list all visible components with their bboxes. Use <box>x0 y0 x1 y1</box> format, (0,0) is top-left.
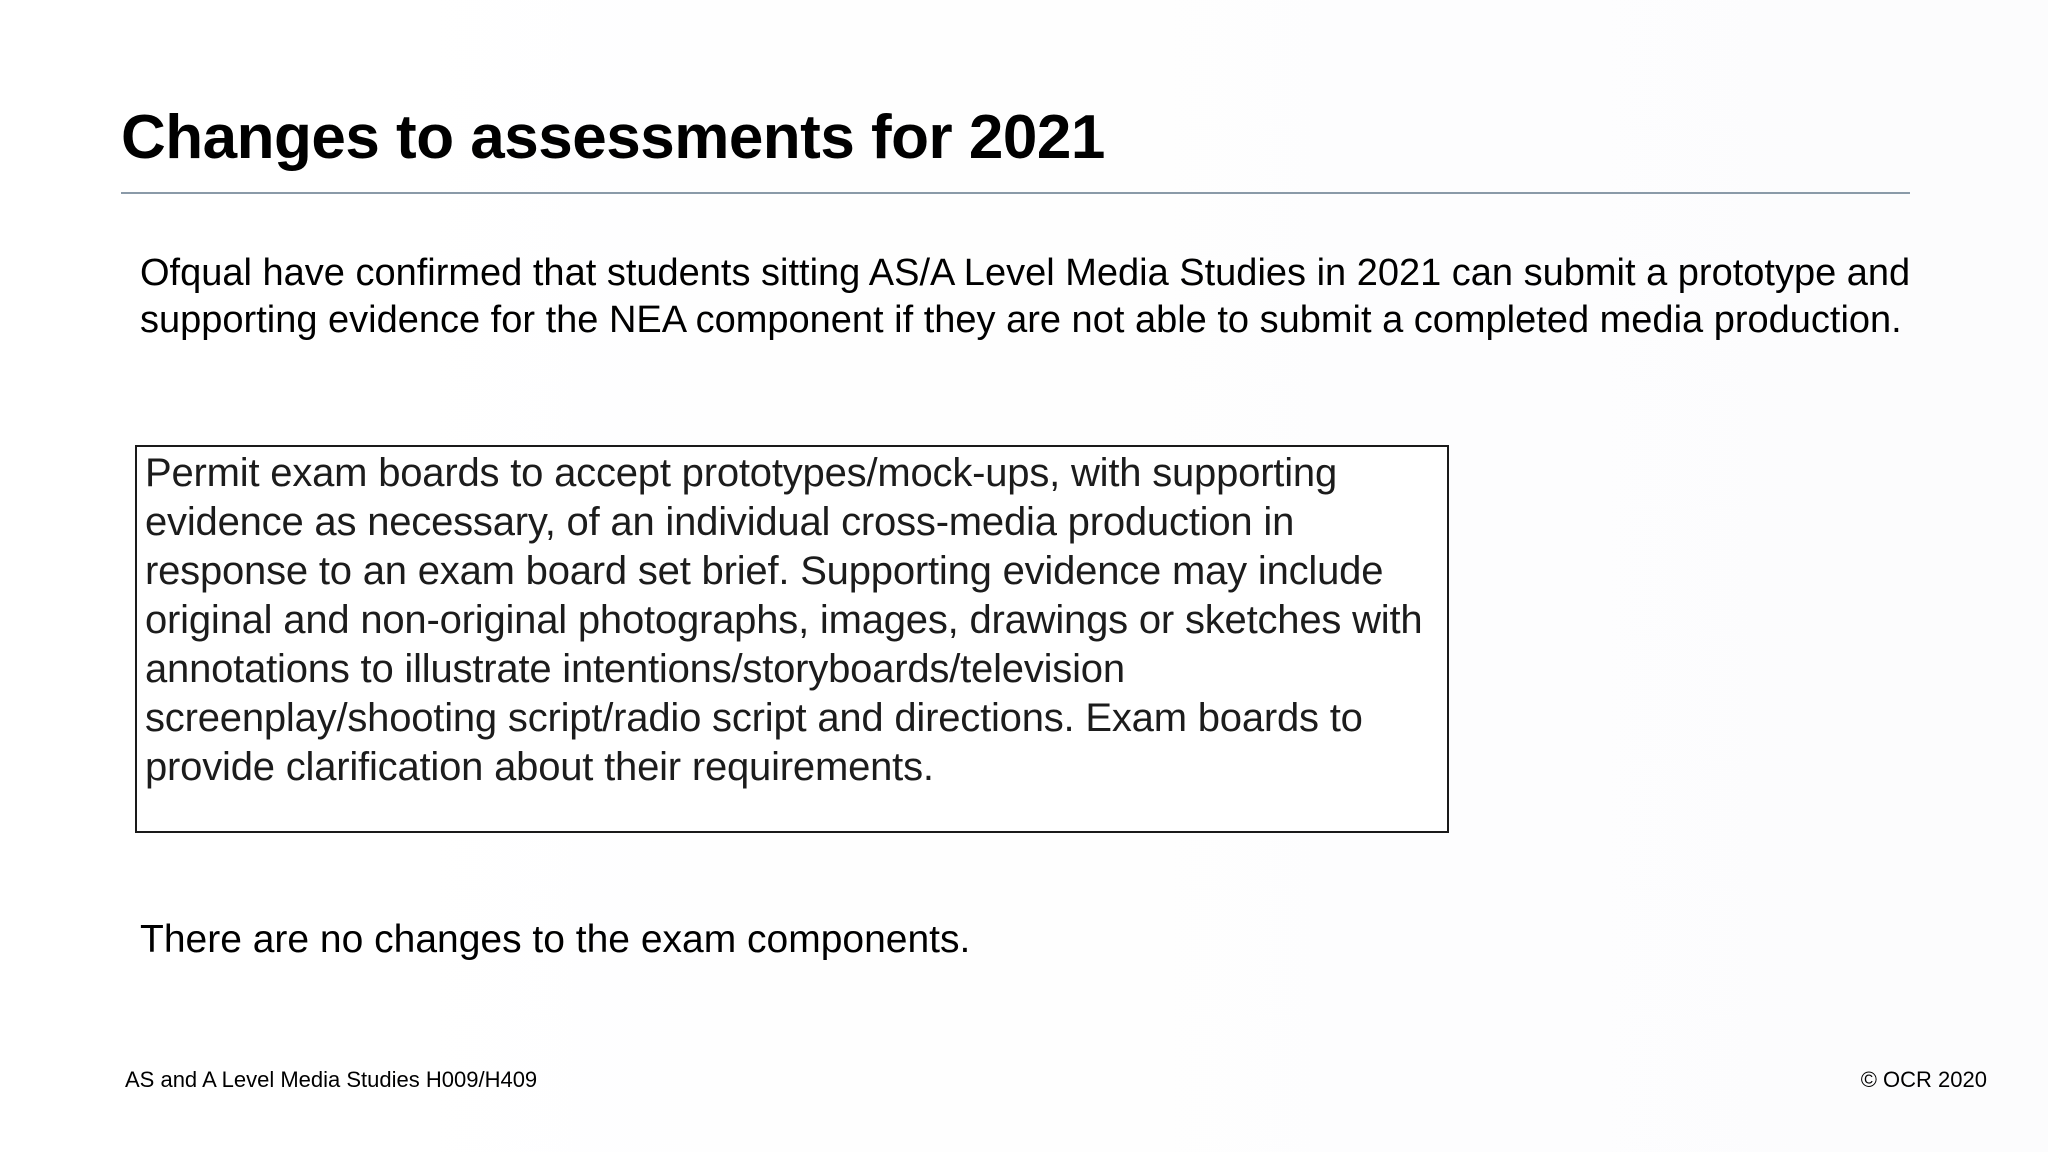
title-divider <box>121 192 1910 194</box>
intro-paragraph: Ofqual have confirmed that students sitting AS/A Level Media Studies in 2021 can submit a prototype and supporting evidence for the NEA component if they are not able to submit a completed media production. <box>140 252 1911 341</box>
footer-course-label: AS and A Level Media Studies H009/H409 <box>125 1067 538 1092</box>
no-changes-statement: There are no changes to the exam components. <box>140 918 971 961</box>
slide-title: Changes to assessments for 2021 <box>121 103 1105 172</box>
quoted-excerpt-box <box>135 445 1449 833</box>
quoted-excerpt-text: Permit exam boards to accept prototypes/mock-ups, with supporting evidence as necessary, of an individual cross-media production in response to an exam board set brief. Supporting evidence may include original and non-original photographs, images, drawings or sketches with annotations to illustrate intentions/storyboards/television screenplay/shooting script/radio script and directions. Exam boards to provide clarification about their requirements. <box>145 451 1423 789</box>
footer-copyright: © OCR 2020 <box>1860 1067 1987 1092</box>
